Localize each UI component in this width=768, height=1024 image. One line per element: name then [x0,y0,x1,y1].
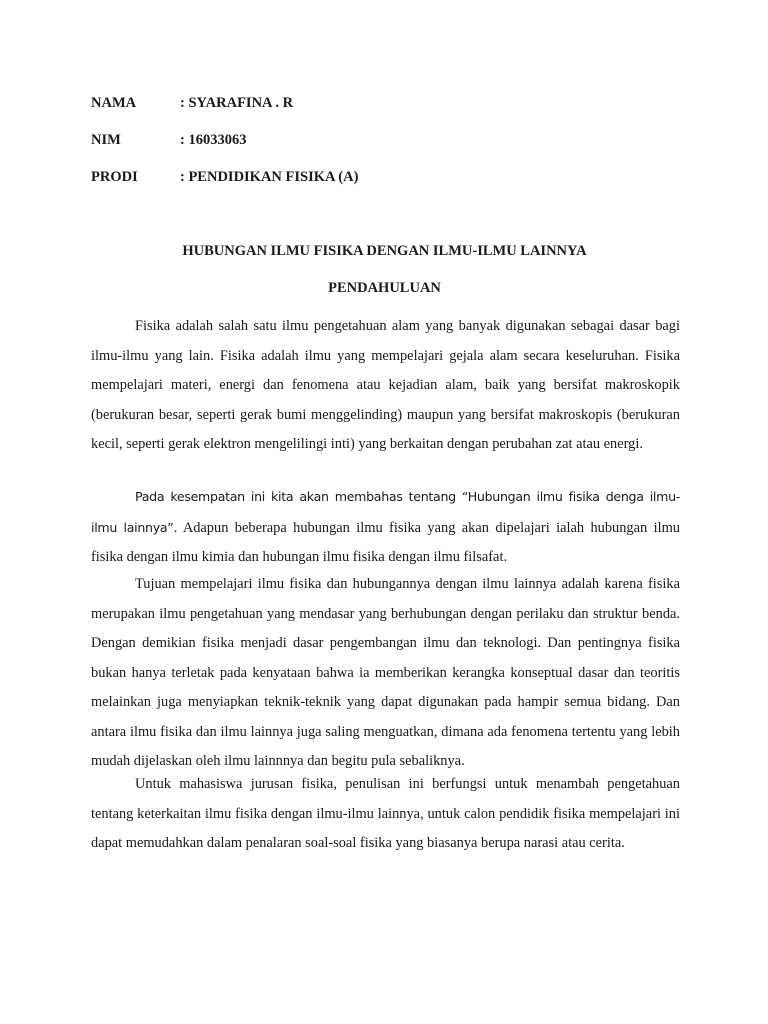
nim-value: : 16033063 [180,132,247,148]
paragraph-4: Untuk mahasiswa jurusan fisika, penulisan ini berfungsi untuk menambah pengetahuan tentang keterkaitan ilmu fisika dengan ilmu-ilmu lainnya, untuk calon pendidik fisika mempelajari ini dapat memudahkan dalam penalaran soal-soal fisika yang biasanya berupa narasi atau cerita. [91,776,680,851]
paragraph-2-intro: Pada kesempatan ini kita akan membahas tentang “Hubungan ilmu fisika denga ilmu-ilmu lainnya”. [91,489,680,535]
name-label: NAMA [91,95,137,111]
name-value: : SYARAFINA . R [180,95,294,111]
paragraph-3: Tujuan mempelajari ilmu fisika dan hubungannya dengan ilmu lainnya adalah karena fisika merupakan ilmu pengetahuan yang mendasar yang berhubungan dengan perilaku dan struktur benda. Dengan demikian fisika menjadi dasar pengembangan ilmu dan teknologi. Dan pentingnya fisika bukan hanya terletak pada kenyataan bahwa ia memberikan kerangka konseptual dasar dan teoritis melainkan juga menyiapkan teknik-teknik yang dapat digunakan pada hampir semua bidang. Dan antara ilmu fisika dan ilmu lainnya juga saling menguatkan, dimana ada fenomena tertentu yang lebih mudah dijelaskan oleh ilmu lainnnya dan begitu pula sebaliknya. [91,576,680,769]
nim-label: NIM [91,132,121,148]
document-title: HUBUNGAN ILMU FISIKA DENGAN ILMU-ILMU LAINNYA [182,243,587,259]
paragraph-1: Fisika adalah salah satu ilmu pengetahuan alam yang banyak digunakan sebagai dasar bagi ilmu-ilmu yang lain. Fisika adalah ilmu yang mempelajari gejala alam secara keseluruhan. Fisika mempelajari materi, energi dan fenomena atau kejadian alam, baik yang bersifat makroskopik (berukuran besar, seperti gerak bumi menggelinding) maupun yang bersifat makroskopis (berukuran kecil, seperti gerak elektron mengelilingi inti) yang berkaitan dengan perubahan zat atau energi. [91,318,680,452]
prodi-label: PRODI [91,169,138,185]
paragraph-2-body: Adapun beberapa hubungan ilmu fisika yang akan dipelajari ialah hubungan ilmu fisika dengan ilmu kimia dan hubungan ilmu fisika dengan ilmu filsafat. [91,519,680,565]
paragraph-2 [91,482,680,573]
prodi-value: : PENDIDIKAN FISIKA (A) [180,169,359,185]
section-heading: PENDAHULUAN [328,280,441,296]
